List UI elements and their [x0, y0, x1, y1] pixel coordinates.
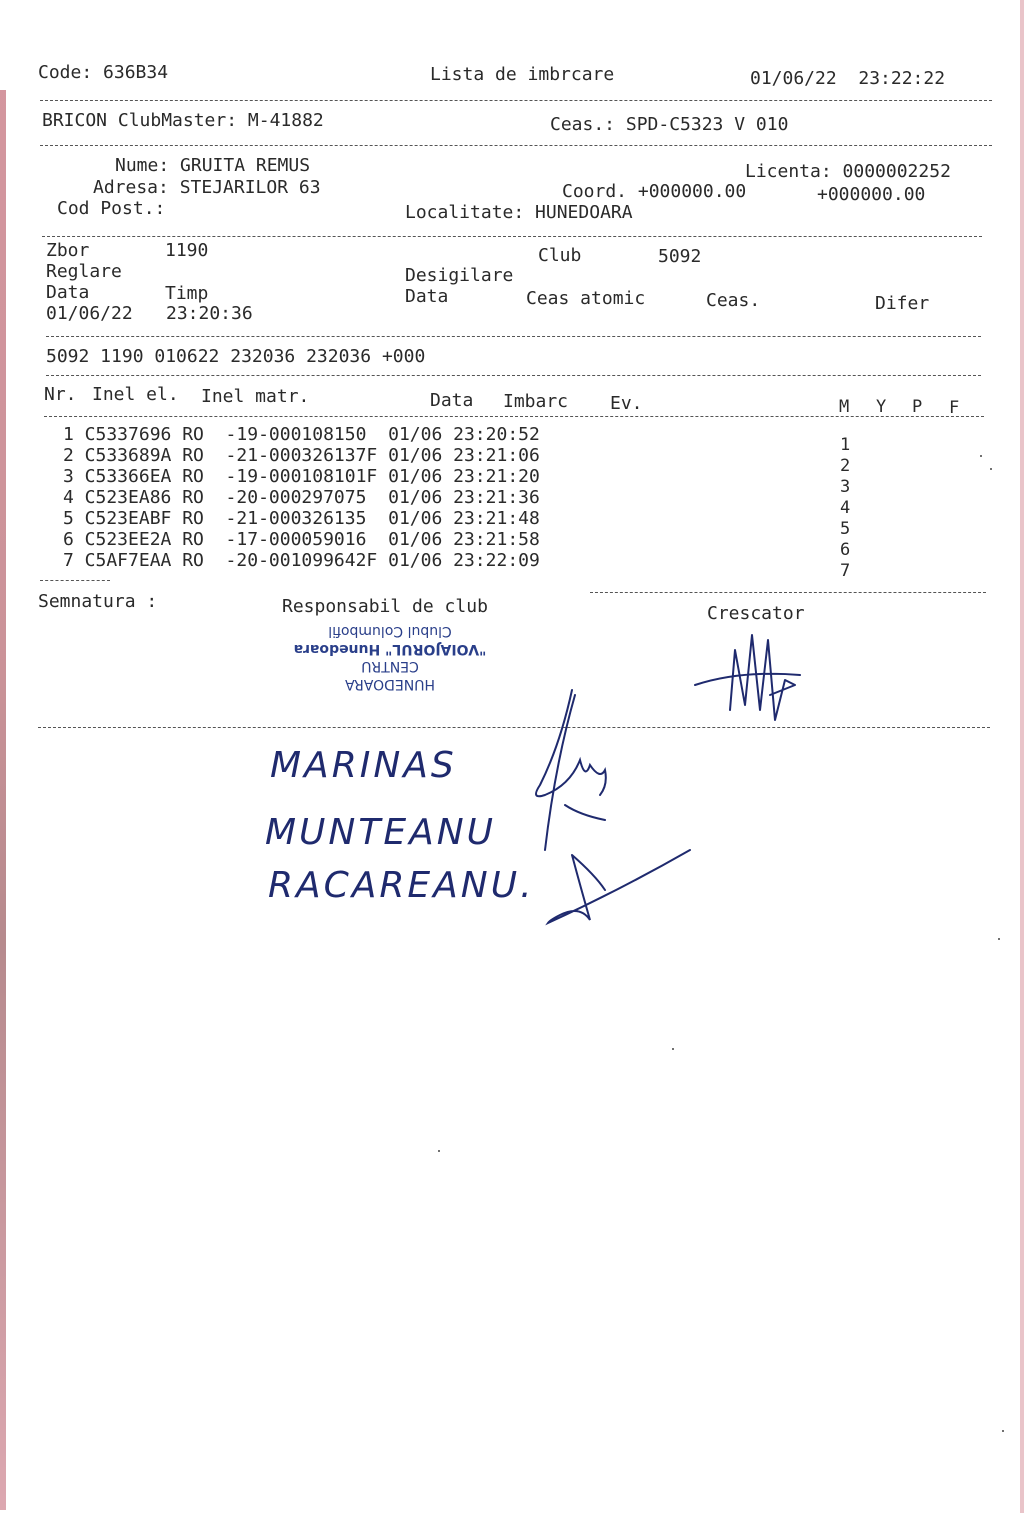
owner-address: Adresa: STEJARILOR 63	[93, 177, 321, 198]
reglare-time: 23:20:36	[166, 303, 253, 324]
col-inel-matr: Inel matr.	[201, 386, 310, 407]
table-row: 6 C523EE2A RO -17-000059016 01/06 23:21:58	[63, 529, 540, 550]
witness-signatures	[500, 685, 700, 935]
row-m-value: 1	[840, 435, 851, 455]
row-m-value: 6	[840, 540, 851, 560]
document-title: Lista de imbrcare	[430, 64, 615, 85]
coordinate-lat: Coord. +000000.00	[562, 181, 747, 202]
club-label: Club	[538, 245, 582, 266]
col-ev: Ev.	[610, 393, 643, 414]
flight-label: Zbor	[46, 240, 90, 261]
speck	[998, 938, 1000, 940]
divider	[46, 336, 981, 337]
row-m-value: 2	[840, 456, 851, 476]
table-row: 5 C523EABF RO -21-000326135 01/06 23:21:48	[63, 508, 540, 529]
divider	[42, 236, 982, 237]
breeder-label: Crescator	[707, 603, 805, 624]
row-m-value: 3	[840, 477, 851, 497]
reglare-date: 01/06/22	[46, 303, 133, 324]
speck	[438, 1150, 440, 1152]
col-inel-el: Inel el.	[92, 384, 179, 405]
timp-label: Timp	[165, 283, 209, 304]
owner-name: Nume: GRUITA REMUS	[115, 155, 311, 176]
col-nr: Nr.	[44, 384, 77, 405]
code-line: 5092 1190 010622 232036 232036 +000	[46, 346, 426, 367]
stamp-line: CENTRU	[361, 658, 419, 675]
col-m: M	[839, 397, 850, 417]
stamp-line: "VOIAJORUL" Hunedoara	[293, 641, 487, 657]
col-f: F	[949, 398, 960, 418]
clock-id: Ceas.: SPD-C5323 V 010	[550, 114, 789, 135]
divider	[46, 375, 981, 376]
print-datetime: 01/06/22 23:22:22	[750, 68, 946, 89]
row-m-value: 7	[840, 561, 851, 581]
table-row: 2 C533689A RO -21-000326137F 01/06 23:21:06	[63, 445, 540, 466]
club-responsible-label: Responsabil de club	[282, 596, 488, 617]
desigilare-label: Desigilare	[405, 265, 514, 286]
coordinate-lon: +000000.00	[817, 184, 926, 205]
club-value: 5092	[658, 246, 702, 267]
handwritten-name: RACAREANU.	[268, 865, 535, 906]
table-row: 4 C523EA86 RO -20-000297075 01/06 23:21:36	[63, 487, 540, 508]
row-m-value: 5	[840, 519, 851, 539]
license-number: Licenta: 0000002252	[745, 161, 951, 182]
signature-label: Semnatura :	[38, 591, 158, 612]
paper-edge-left	[0, 90, 6, 1510]
speck	[672, 1048, 674, 1050]
data-label: Data	[46, 282, 90, 303]
speck	[980, 455, 982, 457]
stamp-line: HUNEDOARA	[345, 676, 435, 692]
stamp-line: Clubul Columbofil	[328, 623, 452, 640]
handwritten-name: MARINAS	[270, 745, 457, 786]
ceas-atomic-label: Ceas atomic	[526, 288, 646, 309]
flight-value: 1190	[165, 240, 209, 261]
speck	[990, 468, 992, 470]
club-stamp	[280, 602, 500, 692]
divider	[590, 592, 986, 593]
table-row: 3 C53366EA RO -19-000108101F 01/06 23:21:20	[63, 466, 540, 487]
data-label-2: Data	[405, 286, 449, 307]
locality: Localitate: HUNEDOARA	[405, 202, 633, 223]
col-y: Y	[876, 397, 887, 417]
breeder-signature	[690, 610, 810, 730]
col-imbarc: Imbarc	[503, 391, 569, 412]
system-id: BRICON ClubMaster: M-41882	[42, 110, 324, 131]
reglare-label: Reglare	[46, 261, 122, 282]
divider	[40, 100, 992, 101]
ceas-label: Ceas.	[706, 290, 761, 311]
speck	[1002, 1430, 1004, 1432]
table-row: 7 C5AF7EAA RO -20-001099642F 01/06 23:22:09	[63, 550, 540, 571]
col-p: P	[912, 397, 923, 417]
divider	[44, 416, 984, 417]
code-label: Code: 636B34	[38, 62, 169, 83]
divider	[40, 580, 110, 581]
owner-postal-code: Cod Post.:	[57, 198, 166, 219]
difer-label: Difer	[875, 293, 930, 314]
handwritten-name: MUNTEANU	[265, 812, 496, 853]
row-m-value: 4	[840, 498, 851, 518]
divider	[40, 145, 992, 146]
table-row: 1 C5337696 RO -19-000108150 01/06 23:20:52	[63, 424, 540, 445]
paper-edge-right	[1020, 0, 1024, 1513]
col-data: Data	[430, 390, 474, 411]
